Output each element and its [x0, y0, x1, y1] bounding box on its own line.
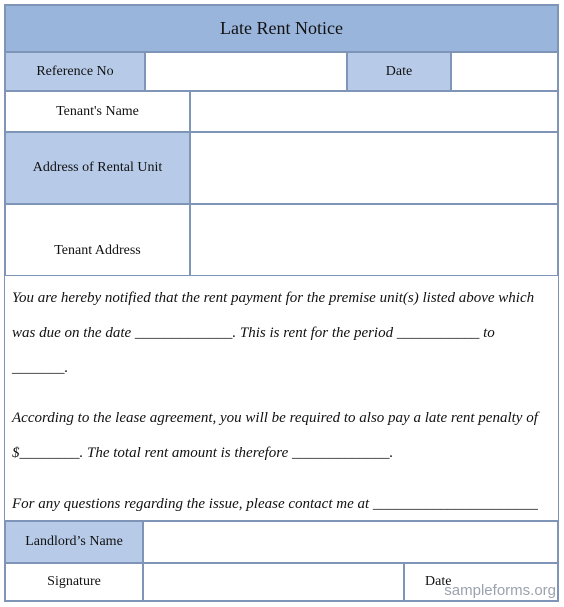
watermark: sampleforms.org [444, 582, 556, 599]
tenant-name-field[interactable] [190, 91, 558, 132]
landlord-name-label: Landlord’s Name [5, 521, 143, 563]
reference-no-field[interactable] [145, 52, 347, 91]
notice-line: was due on the date _____________. This is rent for the period ___________ to [12, 325, 495, 341]
notice-line: For any questions regarding the issue, please contact me at ______________________ [12, 496, 538, 512]
signature-date-label: Date [404, 563, 558, 601]
reference-no-label: Reference No [5, 52, 145, 91]
date-field[interactable] [451, 52, 558, 91]
signature-label: Signature [5, 563, 143, 601]
late-rent-notice-form [4, 4, 559, 602]
address-rental-unit-field[interactable] [190, 132, 558, 204]
tenant-name-label: Tenant's Name [5, 91, 190, 132]
notice-body [5, 275, 558, 521]
notice-line: According to the lease agreement, you will be required to also pay a late rent penalty of [12, 410, 538, 426]
tenant-address-field[interactable] [190, 204, 558, 276]
tenant-address-label: Tenant Address [5, 204, 190, 276]
notice-line: You are hereby notified that the rent payment for the premise unit(s) listed above which [12, 290, 535, 306]
form-title: Late Rent Notice [5, 5, 558, 52]
landlord-name-field[interactable] [143, 521, 558, 563]
date-label: Date [347, 52, 451, 91]
notice-line: _______. [12, 360, 69, 376]
signature-field[interactable] [143, 563, 404, 601]
address-rental-unit-label: Address of Rental Unit [5, 132, 190, 204]
notice-line: $________. The total rent amount is therefore _____________. [12, 445, 394, 461]
